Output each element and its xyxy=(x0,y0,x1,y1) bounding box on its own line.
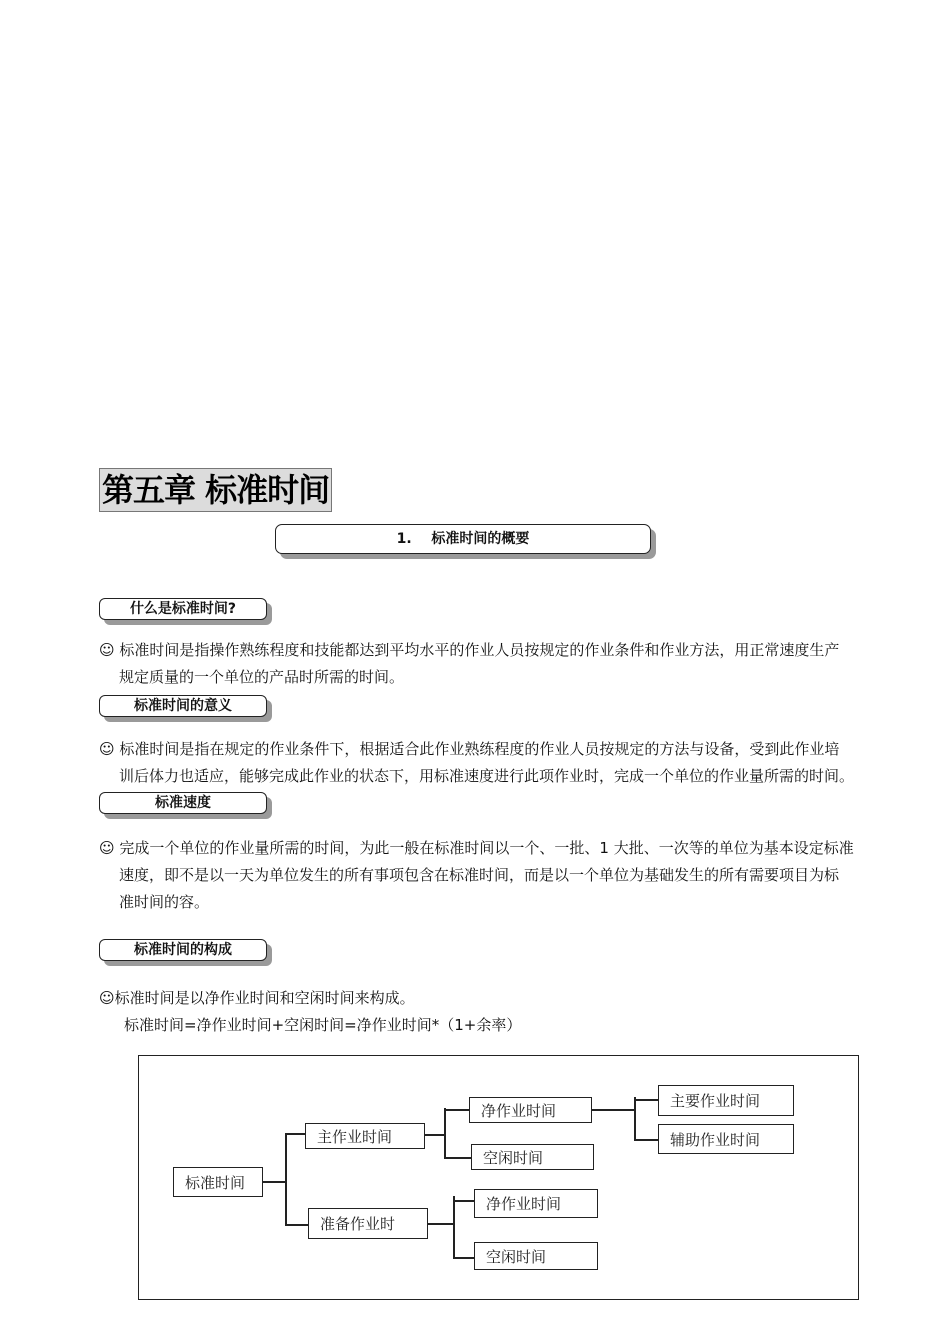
node-standard-time: 标准时间 xyxy=(173,1167,263,1197)
paragraph-line: ☺ 标准时间是指操作熟练程度和技能都达到平均水平的作业人员按规定的作业条件和作业方法，用正常速度生产 xyxy=(99,641,840,659)
node-main-idle-time: 空闲时间 xyxy=(471,1144,594,1170)
section-header-title: 标准时间的概要 xyxy=(431,531,530,547)
connector-line xyxy=(285,1133,305,1135)
connector-line xyxy=(592,1109,635,1111)
connector-line xyxy=(453,1200,474,1202)
connector-line xyxy=(444,1157,471,1159)
paragraph-line: 准时间的容。 xyxy=(119,893,210,911)
node-prep-work-time: 准备作业时 xyxy=(308,1208,428,1239)
node-auxiliary-work-time: 辅助作业时间 xyxy=(658,1124,794,1154)
paragraph-line: 规定质量的一个单位的产品时所需的时间。 xyxy=(119,668,405,686)
section-heading-composition: 标准时间的构成 xyxy=(99,939,267,961)
chapter-title: 第五章 标准时间 xyxy=(99,468,332,512)
paragraph-standard-speed xyxy=(99,835,911,916)
connector-line xyxy=(634,1139,658,1141)
paragraph-what-is xyxy=(99,637,911,691)
node-main-net-work-time: 净作业时间 xyxy=(469,1097,592,1123)
connector-line xyxy=(444,1108,446,1159)
paragraph-composition xyxy=(99,985,911,1039)
paragraph-line: 速度，即不是以一天为单位发生的所有事项包含在标准时间，而是以一个单位为基础发生的所有需要项目为标 xyxy=(119,866,840,884)
node-primary-work-time: 主要作业时间 xyxy=(658,1085,794,1116)
connector-line xyxy=(285,1224,308,1226)
section-heading-meaning: 标准时间的意义 xyxy=(99,695,267,717)
connector-line xyxy=(634,1097,636,1140)
section-header-number: 1. xyxy=(396,531,412,547)
paragraph-meaning xyxy=(99,736,911,790)
node-main-work-time: 主作业时间 xyxy=(305,1123,425,1149)
section-heading-what-is: 什么是标准时间? xyxy=(99,598,267,620)
node-prep-idle-time: 空闲时间 xyxy=(474,1242,598,1270)
paragraph-line: ☺标准时间是以净作业时间和空闲时间来构成。 xyxy=(99,989,415,1007)
node-prep-net-work-time: 净作业时间 xyxy=(474,1189,598,1218)
paragraph-line: ☺ 标准时间是指在规定的作业条件下，根据适合此作业熟练程度的作业人员按规定的方法与设备，受到此作业培 xyxy=(99,740,840,758)
connector-line xyxy=(453,1196,455,1259)
connector-line xyxy=(285,1133,287,1225)
paragraph-line: 训后体力也适应，能够完成此作业的状态下，用标准速度进行此项作业时，完成一个单位的作业量所需的时间。 xyxy=(119,767,855,785)
connector-line xyxy=(444,1109,469,1111)
formula-line: 标准时间=净作业时间+空闲时间=净作业时间*（1+余率） xyxy=(124,1016,522,1034)
connector-line xyxy=(428,1223,454,1225)
connector-line xyxy=(263,1181,286,1183)
paragraph-line: ☺ 完成一个单位的作业量所需的时间，为此一般在标准时间以一个、一批、1 大批、一次等的单位为基本设定标准 xyxy=(99,839,854,857)
section-heading-standard-speed: 标准速度 xyxy=(99,792,267,814)
connector-line xyxy=(453,1257,474,1259)
connector-line xyxy=(425,1134,444,1136)
connector-line xyxy=(634,1099,658,1101)
section-header-banner xyxy=(275,524,651,554)
